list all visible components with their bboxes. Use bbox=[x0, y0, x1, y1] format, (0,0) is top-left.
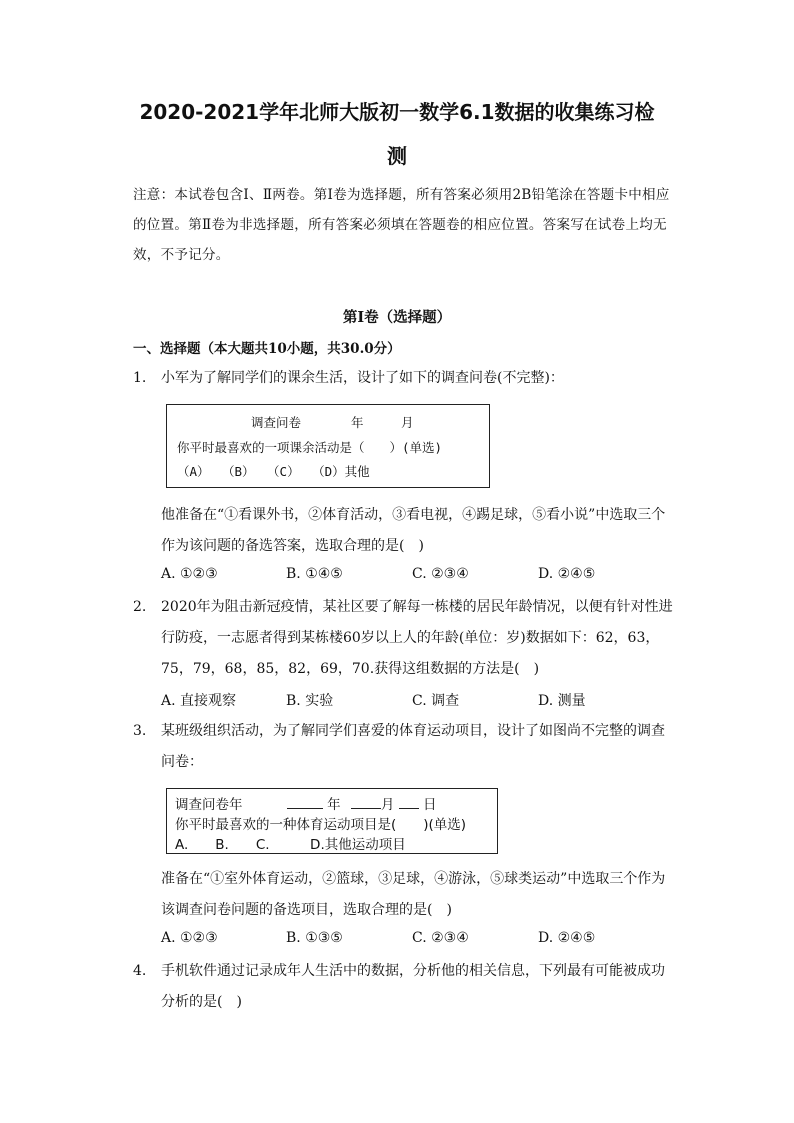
survey-box-line: A. B. C. D.其他运动项目 bbox=[175, 837, 406, 853]
choice-b[interactable]: B. 实验 bbox=[286, 693, 334, 709]
choice-a[interactable]: A. 直接观察 bbox=[161, 693, 237, 709]
survey-box-text: 日 bbox=[422, 797, 437, 813]
exam-notice: 注意：本试卷包含Ⅰ、Ⅱ两卷。第Ⅰ卷为选择题，所有答案必须用2B铅笔涂在答题卡中相应的位置。第Ⅱ卷为非选择题，所有答案必须填在答题卷的相应位置。答案写在试卷上均无效，不予记分。 bbox=[133, 187, 670, 263]
survey-box-text: 月 bbox=[380, 797, 395, 813]
choice-c[interactable]: C. 调查 bbox=[412, 693, 460, 709]
question-4 bbox=[133, 956, 673, 1018]
question-text: 准备在“①室外体育运动，②篮球，③足球，④游泳，⑤球类运动”中选取三个作为该调查问卷问题的备选项目，选取合理的是( ) bbox=[161, 871, 666, 918]
question-number: 1. bbox=[133, 370, 147, 386]
exam-title-line1: 2020-2021学年北师大版初一数学6.1数据的收集练习检 bbox=[139, 100, 655, 124]
question-text: 2020年为阻击新冠疫情，某社区要了解每一栋楼的居民年龄情况，以便有针对性进行防疫，一志愿者得到某栋楼60岁以上人的年龄(单位：岁)数据如下：62，63，75，79，68，85，82，69，70.获得这组数据的方法是( ) bbox=[161, 599, 673, 677]
survey-box-line bbox=[175, 793, 436, 813]
survey-box-text: 年 bbox=[327, 797, 341, 813]
survey-box-text: 调查问卷年 bbox=[175, 797, 243, 813]
survey-box-line: 你平时最喜欢的一项课余活动是（ ）(单选) bbox=[177, 440, 443, 455]
survey-box-1 bbox=[166, 404, 490, 488]
part-heading: 一、选择题（本大题共10小题，共30.0分） bbox=[133, 341, 401, 357]
blank-underline bbox=[399, 796, 419, 809]
blank-underline bbox=[287, 796, 323, 809]
question-3-continued bbox=[133, 864, 673, 926]
section-title: 第Ⅰ卷（选择题） bbox=[342, 309, 452, 326]
question-number: 2. bbox=[133, 599, 147, 615]
question-text: 他准备在“①看课外书，②体育活动，③看电视，④踢足球，⑤看小说”中选取三个作为该问题的备选答案，选取合理的是( ) bbox=[161, 507, 666, 554]
exam-title-line2: 测 bbox=[387, 144, 407, 168]
choice-a[interactable]: A. ①②③ bbox=[161, 566, 218, 582]
question-3 bbox=[133, 716, 673, 778]
choice-a[interactable]: A. ①②③ bbox=[161, 930, 218, 946]
choice-c[interactable]: C. ②③④ bbox=[412, 930, 469, 946]
question-text: 小军为了解同学们的课余生活，设计了如下的调查问卷(不完整)： bbox=[161, 370, 564, 386]
question-number: 4. bbox=[133, 963, 147, 979]
question-text: 某班级组织活动，为了解同学们喜爱的体育运动项目，设计了如图尚不完整的调查问卷： bbox=[161, 723, 665, 770]
choice-d[interactable]: D. ②④⑤ bbox=[538, 566, 596, 582]
choice-c[interactable]: C. ②③④ bbox=[412, 566, 469, 582]
survey-box-line: （A） （B） （C） （D）其他 bbox=[177, 464, 370, 479]
question-1 bbox=[133, 363, 673, 394]
choice-d[interactable]: D. ②④⑤ bbox=[538, 930, 596, 946]
question-2 bbox=[133, 592, 673, 685]
choice-b[interactable]: B. ①③⑤ bbox=[286, 930, 343, 946]
blank-underline bbox=[351, 796, 381, 809]
choice-d[interactable]: D. 测量 bbox=[538, 693, 586, 709]
survey-box-line: 调查问卷 年 月 bbox=[251, 415, 414, 430]
question-1-continued bbox=[133, 500, 673, 562]
survey-box-line: 你平时最喜欢的一种体育运动项目是( )(单选) bbox=[175, 817, 467, 833]
survey-box-2 bbox=[166, 788, 498, 854]
choice-b[interactable]: B. ①④⑤ bbox=[286, 566, 343, 582]
question-number: 3. bbox=[133, 723, 147, 739]
question-text: 手机软件通过记录成年人生活中的数据，分析他的相关信息，下列最有可能被成功分析的是( ) bbox=[161, 963, 665, 1010]
